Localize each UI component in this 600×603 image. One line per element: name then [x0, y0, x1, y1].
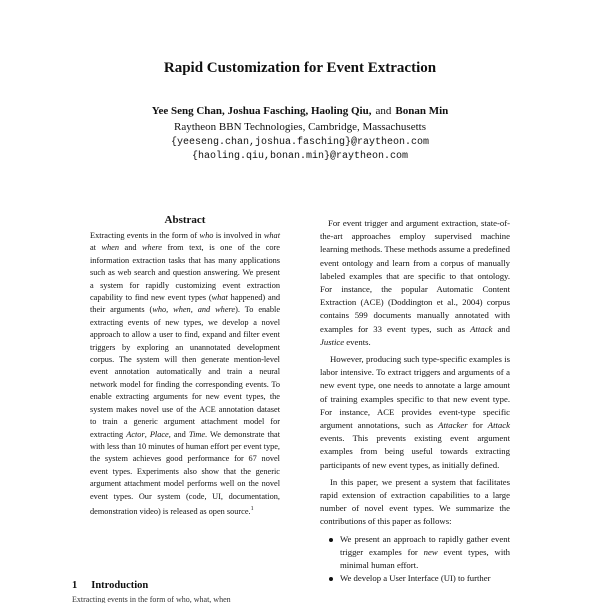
- email-line-2: {haoling.qiu,bonan.min}@raytheon.com: [191, 151, 409, 162]
- abstract-heading: Abstract: [164, 214, 206, 226]
- right-paragraph-1: For event trigger and argument extraction, state-of-the-art approaches employ supervised machine learning methods. These methods assume a predefined event ontology and learn from a corpus of manually labeled examples that are specific to that ontology. For instance, the popular Automatic Content Extraction (ACE) (Doddington et al., 2004) corpus contains 599 documents manually annotated with examples for 33 event types, such as Attack and Justice events.: [320, 218, 510, 347]
- authors-and: and: [375, 105, 392, 117]
- footnote-mark: 1: [250, 505, 254, 512]
- abstract-paragraph: Extracting events in the form of who is involved in what at when and where from text, is one of the core information extraction tasks that has many applications such as web search and question answering. We present a system for rapidly customizing event extraction capability to find new event types (what happened) and their arguments (who, when, and where). To enable extracting events of new types, we develop a novel approach to allow a user to find, expand and filter event triggers by exploring an unannotated development corpus. The system will then generate mention-level event annotation automatically and train a neural network model for finding the corresponding events. To enable extracting arguments for new event types, the system makes novel use of the ACE annotation dataset to train a generic argument attachment model for extracting Actor, Place, and Time. We demonstrate that with less than 10 minutes of human effort per event type, the system achieves good performance for 67 novel event types. Experiments also show that the generic argument attachment model performs well on the novel event types. Our system (code, UI, documentation, demonstration video) is released as open source.$^1$: [90, 231, 281, 516]
- email-line-1: {yeeseng.chan,joshua.fasching}@raytheon.com: [170, 137, 430, 148]
- section-number: 1: [72, 580, 78, 591]
- author-list: [0, 105, 600, 117]
- contribution-item: We present an approach to rapidly gather event trigger examples for new event types, with minimal human effort.: [320, 533, 510, 573]
- contribution-list: [320, 533, 510, 586]
- section-title: Introduction: [91, 580, 149, 591]
- abstract-body: [90, 230, 280, 518]
- right-column-body: [320, 217, 510, 585]
- authors-part1: Yee Seng Chan, Joshua Fasching, Haoling Qiu,: [151, 105, 372, 117]
- authors-part2: Bonan Min: [395, 105, 449, 117]
- section-heading-introduction: [72, 580, 148, 591]
- intro-partial-line: Extracting events in the form of who, what, when: [72, 595, 231, 603]
- right-paragraph-3: In this paper, we present a system that facilitates rapid extension of extraction capabilities to a large number of novel event types. We summarize the contributions of this paper as follows:: [320, 476, 510, 527]
- affiliation: Raytheon BBN Technologies, Cambridge, Massachusetts: [174, 121, 426, 133]
- right-paragraph-2: However, producing such type-specific examples is labor intensive. To extract triggers and arguments of a new event type, one needs to annotate a large amount of training examples specific to that new event type. For instance, ACE provides event-type specific argument annotations, such as Attacker for Attack events. This prevents existing event argument examples from being useful towards extracting participants of new event types, as initially defined.: [320, 354, 510, 470]
- paper-title: Rapid Customization for Event Extraction: [163, 60, 437, 76]
- contribution-item: We develop a User Interface (UI) to further: [320, 572, 510, 585]
